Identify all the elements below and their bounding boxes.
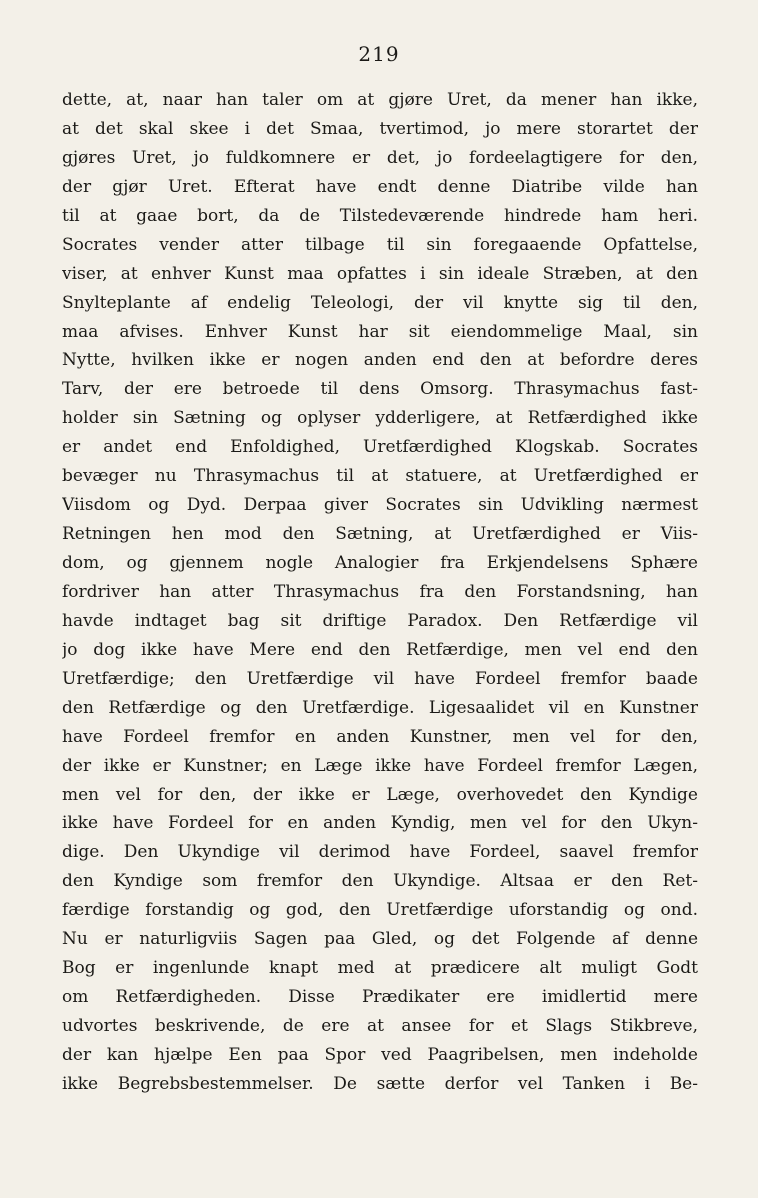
text-line: have Fordeel fremfor en anden Kunstner, men vel for den,: [62, 726, 698, 747]
body-text: [62, 86, 698, 1099]
text-line: Nytte, hvilken ikke er nogen anden end den at befordre deres: [62, 350, 698, 371]
text-line: Socrates vender atter tilbage til sin foregaaende Opfattelse,: [62, 234, 698, 255]
text-line: gjøres Uret, jo fuldkomnere er det, jo fordeelagtigere for den,: [62, 147, 698, 168]
text-line: om Retfærdigheden. Disse Prædikater ere imidlertid mere: [62, 987, 698, 1008]
text-line: Viisdom og Dyd. Derpaa giver Socrates sin Udvikling nærmest: [62, 495, 698, 516]
text-line: ikke Begrebsbestemmelser. De sætte derfor vel Tanken i Be-: [62, 1073, 698, 1094]
page-number: 219: [358, 42, 400, 66]
text-line: viser, at enhver Kunst maa opfattes i sin ideale Stræben, at den: [62, 263, 698, 284]
text-line: men vel for den, der ikke er Læge, overhovedet den Kyndige: [62, 784, 698, 805]
text-line: der ikke er Kunstner; en Læge ikke have Fordeel fremfor Lægen,: [62, 755, 698, 776]
text-line: udvortes beskrivende, de ere at ansee for et Slags Stikbreve,: [62, 1016, 698, 1036]
text-line: dom, og gjennem nogle Analogier fra Erkjendelsens Sphære: [62, 553, 698, 573]
text-line: maa afvises. Enhver Kunst har sit eiendommelige Maal, sin: [62, 321, 698, 342]
text-line: fordriver han atter Thrasymachus fra den Forstandsning, han: [62, 581, 698, 602]
text-line: ikke have Fordeel for en anden Kyndig, men vel for den Ukyn-: [62, 813, 698, 834]
text-line: bevæger nu Thrasymachus til at statuere, at Uretfærdighed er: [62, 466, 698, 487]
text-line: Nu er naturligviis Sagen paa Gled, og det Folgende af denne: [62, 929, 698, 950]
text-line: dige. Den Ukyndige vil derimod have Fordeel, saavel fremfor: [62, 842, 698, 863]
text-line: dette, at, naar han taler om at gjøre Uret, da mener han ikke,: [62, 90, 698, 110]
text-line: Bog er ingenlunde knapt med at prædicere alt muligt Godt: [62, 958, 698, 979]
text-line: den Kyndige som fremfor den Ukyndige. Altsaa er den Ret-: [62, 871, 698, 892]
text-line: Tarv, der ere betroede til dens Omsorg. Thrasymachus fast-: [62, 379, 698, 400]
text-line: der kan hjælpe Een paa Spor ved Paagribelsen, men indeholde: [62, 1044, 698, 1065]
text-line: Snylteplante af endelig Teleologi, der vil knytte sig til den,: [62, 292, 698, 313]
text-line: jo dog ikke have Mere end den Retfærdige, men vel end den: [62, 639, 698, 660]
text-line: havde indtaget bag sit driftige Paradox. Den Retfærdige vil: [62, 610, 698, 631]
text-line: Uretfærdige; den Uretfærdige vil have Fordeel fremfor baade: [62, 668, 698, 689]
text-line: der gjør Uret. Efterat have endt denne Diatribe vilde han: [62, 176, 698, 197]
text-line: er andet end Enfoldighed, Uretfærdighed Klogskab. Socrates: [62, 437, 698, 458]
text-line: færdige forstandig og god, den Uretfærdige uforstandig og ond.: [62, 900, 698, 921]
text-line: til at gaae bort, da de Tilstedeværende hindrede ham heri.: [62, 205, 698, 226]
text-line: Retningen hen mod den Sætning, at Uretfærdighed er Viis-: [62, 524, 698, 545]
text-line: holder sin Sætning og oplyser ydderligere, at Retfærdighed ikke: [62, 408, 698, 429]
text-line: den Retfærdige og den Uretfærdige. Ligesaalidet vil en Kunstner: [62, 697, 698, 718]
text-line: at det skal skee i det Smaa, tvertimod, jo mere storartet der: [62, 118, 698, 139]
